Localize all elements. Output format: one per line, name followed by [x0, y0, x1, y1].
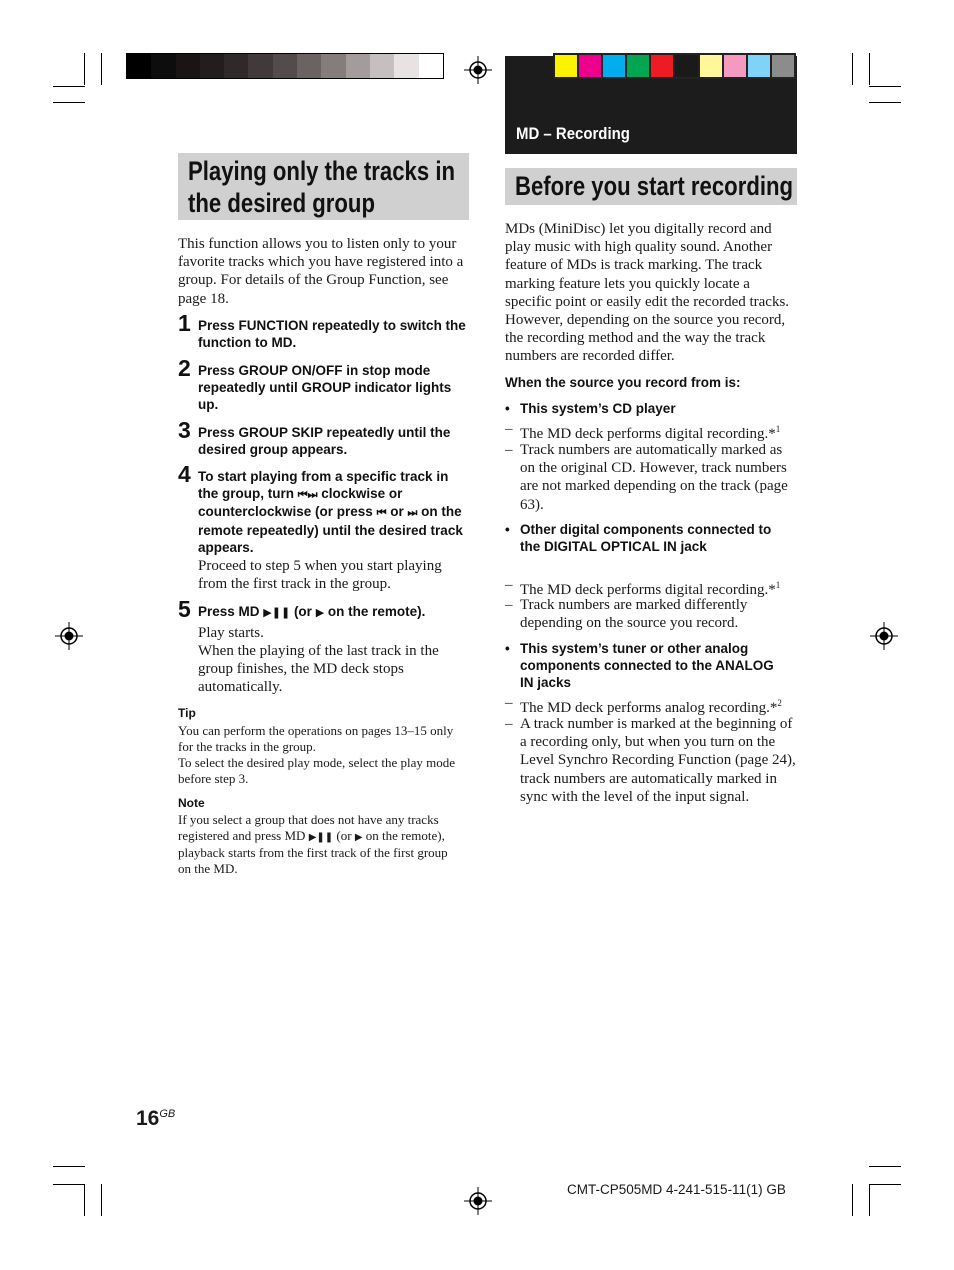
color-swatch	[626, 54, 650, 78]
crop-mark	[53, 1184, 85, 1185]
dash-marker: –	[505, 577, 513, 593]
step-number: 3	[178, 417, 191, 443]
crop-mark	[852, 1184, 853, 1216]
step-text: To start playing from a specific track in the group, turn ⏮⏭ clockwise or counterclockwise (or press ⏮ or ⏭ on the remote repeatedly) until the desired track appears.	[198, 469, 463, 555]
color-swatch	[650, 54, 674, 78]
step-number: 4	[178, 461, 191, 487]
page-number: $16^{GB}$	[136, 1107, 176, 1130]
tip-label: Tip	[178, 706, 196, 720]
dash-marker: –	[505, 716, 513, 732]
step-text: Press FUNCTION repeatedly to switch the function to MD.	[198, 318, 466, 351]
bullet-dot: •	[505, 401, 510, 416]
grayscale-calibration-strip	[126, 53, 444, 79]
crop-mark	[53, 1166, 85, 1167]
bullet-item: The MD deck performs analog recording.*$^2$	[520, 698, 782, 716]
step-text: Press MD ▶❚❚ (or ▶ on the remote).	[198, 604, 426, 619]
bullet-item: Track numbers are automatically marked as on the original CD. However, track numbers are not marked depending on the track (page 63).	[520, 442, 788, 513]
gray-swatch	[248, 54, 272, 78]
gray-swatch	[127, 54, 151, 78]
crop-mark	[101, 53, 102, 85]
bullet-item: The MD deck performs digital recording.*$^1$	[520, 424, 781, 442]
dash-marker: –	[505, 421, 513, 437]
crop-mark	[869, 53, 870, 85]
step-detail: When the playing of the last track in the group finishes, the MD deck stops automatically.	[198, 643, 439, 696]
color-swatch	[674, 54, 698, 78]
bullet-title: This system’s tuner or other analog components connected to the ANALOG IN jacks	[520, 641, 774, 690]
left-intro-paragraph: This function allows you to listen only to your favorite tracks which you have registered into a group. For details of the Group Function, see page 18.	[178, 236, 464, 307]
dash-marker: –	[505, 442, 513, 458]
dash-marker: –	[505, 695, 513, 711]
crop-mark	[869, 102, 901, 103]
model-code: CMT-CP505MD 4-241-515-11(1) GB	[567, 1182, 786, 1197]
tip-text: You can perform the operations on pages 13–15 only for the tracks in the group.	[178, 723, 454, 754]
bullet-dot: •	[505, 641, 510, 656]
bullet-dot: •	[505, 522, 510, 537]
crop-mark	[53, 86, 85, 87]
right-intro-paragraph: MDs (MiniDisc) let you digitally record and play music with high quality sound. Another feature of MDs is track marking. The track marking feature lets you quickly locate a specific point or easily edit the recorded tracks. However, depending on the source you record, the recording method and the way the track numbers are recorded differ.	[505, 221, 790, 365]
color-swatch	[771, 54, 795, 78]
crop-mark	[869, 1184, 901, 1185]
crop-mark	[869, 86, 901, 87]
gray-swatch	[200, 54, 224, 78]
left-heading-line-1: Playing only the tracks in	[188, 156, 455, 186]
registration-mark-icon	[464, 1187, 492, 1215]
page-suffix: GB	[159, 1108, 176, 1120]
play-icon: ▶	[354, 831, 363, 843]
crop-mark	[84, 1184, 85, 1216]
registration-mark-icon	[870, 622, 898, 650]
bullet-item: A track number is marked at the beginning of a recording only, but when you turn on the Level Synchro Recording Function (page 24), track numbers are automatically marked in sync with the level of the input signal.	[520, 716, 796, 805]
gray-swatch	[151, 54, 175, 78]
left-heading-line-2: the desired group	[188, 188, 375, 218]
crop-mark	[869, 1184, 870, 1216]
gray-swatch	[297, 54, 321, 78]
gray-swatch	[224, 54, 248, 78]
step-number: 1	[178, 310, 191, 336]
play-icon: ▶	[315, 606, 325, 619]
gray-swatch	[176, 54, 200, 78]
color-swatch	[723, 54, 747, 78]
dash-marker: –	[505, 597, 513, 613]
previous-track-icon: ⏮	[376, 506, 387, 520]
color-swatch	[602, 54, 626, 78]
gray-swatch	[370, 54, 394, 78]
bullet-title: Other digital components connected to the DIGITAL OPTICAL IN jack	[520, 522, 772, 554]
color-swatch	[554, 54, 578, 78]
crop-mark	[852, 53, 853, 85]
gray-swatch	[321, 54, 345, 78]
left-heading-box	[178, 153, 469, 220]
crop-mark	[101, 1184, 102, 1216]
crop-mark	[84, 53, 85, 85]
gray-swatch	[394, 54, 418, 78]
step-number: 5	[178, 596, 191, 622]
crop-mark	[53, 102, 85, 103]
step-detail: Play starts.	[198, 625, 264, 641]
bullet-item: Track numbers are marked differently depending on the source you record.	[520, 597, 748, 632]
color-swatch	[578, 54, 602, 78]
next-track-icon: ⏭	[407, 506, 418, 520]
gray-swatch	[346, 54, 370, 78]
tip-text: To select the desired play mode, select the play mode before step 3.	[178, 755, 456, 786]
bullet-item: The MD deck performs digital recording.*$^1$	[520, 580, 781, 598]
step-number: 2	[178, 355, 191, 381]
jog-dial-icon: ⏮⏭	[297, 488, 318, 502]
note-text: If you select a group that does not have any tracks registered and press MD ▶❚❚ (or ▶ on the remote), playback starts from the first track of the first group on the MD.	[178, 812, 448, 876]
gray-swatch	[273, 54, 297, 78]
registration-mark-icon	[464, 56, 492, 84]
step-text: Press GROUP ON/OFF in stop mode repeatedly until GROUP indicator lights up.	[198, 363, 452, 413]
color-swatch	[747, 54, 771, 78]
source-heading: When the source you record from is:	[505, 375, 741, 390]
bullet-title: This system’s CD player	[520, 401, 676, 416]
gray-swatch	[419, 54, 443, 78]
step-text: Press GROUP SKIP repeatedly until the desired group appears.	[198, 425, 451, 458]
step-detail: Proceed to step 5 when you start playing from the first track in the group.	[198, 558, 442, 593]
right-heading-box	[505, 168, 797, 205]
note-label: Note	[178, 796, 205, 810]
right-heading: Before you start recording	[515, 171, 794, 201]
crop-mark	[869, 1166, 901, 1167]
registration-mark-icon	[55, 622, 83, 650]
play-pause-icon: ▶❚❚	[308, 831, 334, 843]
section-label: MD – Recording	[516, 124, 630, 143]
color-swatch	[699, 54, 723, 78]
color-calibration-strip	[553, 53, 796, 79]
play-pause-icon: ▶❚❚	[263, 606, 291, 619]
